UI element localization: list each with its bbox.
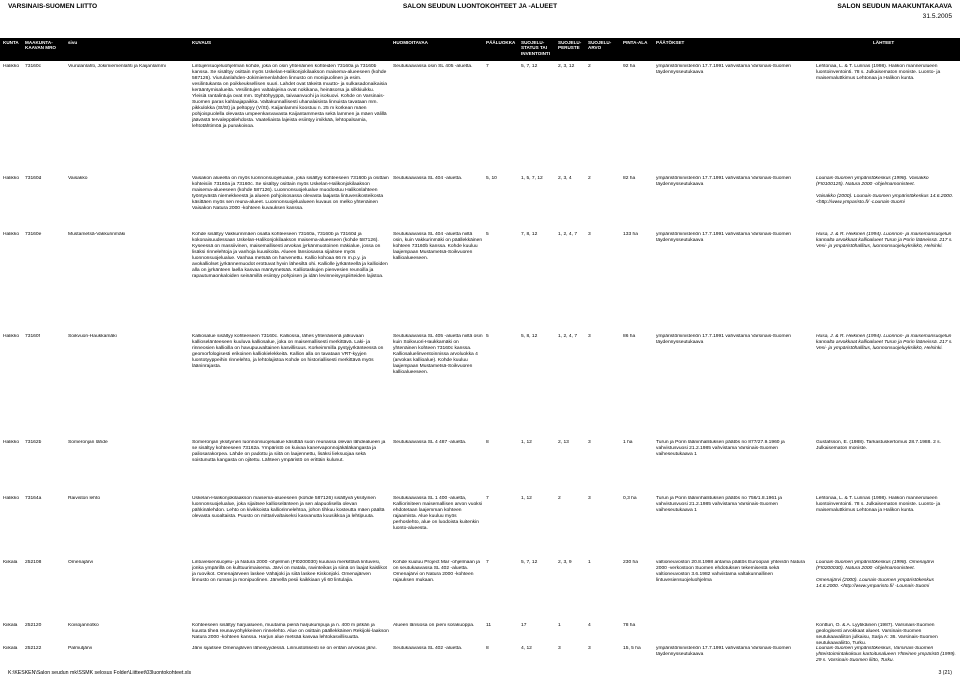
cell-pinta-ala: 230 ha: [623, 560, 638, 565]
cell-paaluokka: 8: [486, 440, 489, 445]
cell-mro: 73164a: [25, 496, 42, 501]
cell-pinta-ala: 15, 5 ha: [623, 646, 641, 651]
cell-lahteet: Husa, J. & R. Heikinen (1994). Luonnon- ja maisemansuojelun kannalta arvokkaat kallioalueet Turun ja Porin lääneissä. 217 s. Vesi- ja ympäristöhallitus, luonnonsuojeluyksikkö, Helsinki.: [816, 334, 953, 352]
cell-peruste: 2, 3, 12: [558, 64, 575, 69]
cell-lahteet: Lounais-Suomen ympäristökeskus, Varsinais-Suomen yhteistoimintakokous kartoitusalueen Yhteinen ympäristö (1999). 29 s. Varsinais-Suomen liitto, Turku.: [816, 646, 956, 664]
document-org: VARSINAIS-SUOMEN LIITTO: [8, 3, 98, 10]
cell-paaluokka: 7: [486, 560, 489, 565]
cell-mro: 252108: [25, 560, 42, 565]
cell-lahteet: Lehtonaa, L. & T. Lunnas (1998). Halikon mannerulueen luontoinventointi. 78 s. Julkaisematon moniste. Luonto- ja maisemaluttkimus Lehtonaa ja Halikon kunta.: [816, 64, 941, 82]
cell-nimi: Someronjan lähde: [68, 440, 108, 445]
col-kuvaus: KUVAUS: [192, 40, 212, 45]
cell-nimi: Viurulanlahti, Jokimiemenlahti ja Kaijanlammi: [68, 64, 166, 69]
col-suojelu-peruste: SUOJELU- PERUSTE: [558, 40, 582, 51]
cell-status: 17: [521, 623, 527, 628]
col-maakunta: MAAKUNTA- KAAVAN MRO: [25, 40, 56, 51]
cell-kunta: Kiikala: [3, 623, 18, 628]
cell-lahteet: Gustafsson, E. (1988). Tarkastuskertomus 28.7.1988. 2 s. Julkaisematon moniste.: [816, 440, 941, 452]
col-lahteet: LÄHTEET: [873, 40, 895, 45]
table-header: [0, 38, 960, 61]
cell-kunta: Halikko: [3, 440, 20, 445]
cell-huomio: Kohde kuuluu Project Mar -ohjelmaan ja on seutukaavassa SL 402 -aluetta. Omenajärvi on Natura 2000 -kohteen rajauksen mukaan.: [393, 560, 480, 584]
cell-arvo: 2: [588, 176, 591, 181]
cell-huomio: Alueen länsiosa on pieni sorakuoppa.: [393, 623, 475, 628]
cell-lahteet: Husa, J. & R. Heikinen (1994). Luonnon- ja maisemansuojelun kannalta arvokkaat kallioalueet Turun ja Porin lääneissä. 217 s. Vesi- ja ympäristöhallitus, luonnonsuojeluyksikkö, Helsinki.: [816, 232, 953, 250]
table-row: [0, 440, 960, 490]
cell-nimi: Soikvuori-Haukkamäki: [68, 334, 117, 339]
cell-kuvaus: Lintuvesiensuojelu- ja Natura 2000 -ohjelmiin (FI0200030) kuuluva merkittävä lintuvesi, jonka ympärillä on kulttuurimaisema. Järvi on matala, ravinteikas ja siinä on laajat kaislikot ja ruovikot. Omenajärveen laskee Vähäjoki ja siitä laskee Kiskonjoki. Omenajärven linnusto on runsas ja monipuolinen. Järvellä pesii kaikkiaan yli 60 lintulajia.: [192, 560, 387, 584]
cell-peruste: 1, 2, 4, 7: [558, 232, 578, 237]
cell-paaluokka: 7: [486, 64, 489, 69]
cell-status: 5, 8, 12: [521, 334, 538, 339]
table-row: [0, 646, 960, 664]
cell-arvo: 2: [588, 64, 591, 69]
cell-peruste: 1, 2, 4, 7: [558, 334, 578, 339]
cell-kuvaus: Lintujensuojeluohjelman kohde, joka on osin yhtenäinen kohteiden 73160a ja 73160b kanssa. Se sisältyy osittain myös Uskelan-Halikonjokilaakson maisema-alueeseen (kohde 587126). Viurulanlahden-Jokimiemenlahden linnusto on monipuolinen ja esim. vesilintukanta on poikkeuksellisen suuri. Lahdet ovat täkeitä muutto- ja sulkasadonaikaisia kerääntymisalueita. Vesilintujen valtalajeina ovat nokikana, heinäsorsa ja silkkiuikku. Yleisiä rantalintuja ovat mm. töyhtöhyyppä, taivaanvuohi ja isokuovi. Kohde on Varsinais-Suomen paras kahlaajapaikka. Valtakunnallisesti uhanalaisista linnuista tavataan mm. pikkulokka (St/St) ja peltopyy (V/St). Kaijanlammi koostuu n. 25 m korkean mäen pohjoispuolella olevasta umpeenkasvavasta Kaijantammesta sekä lammen ja mäen välillä jäävästä tervaleppälehdosta. Vaateliaista lajeista esiintyy imikkää, lehtopalsamia, lehtotähtimöä ja punakoisoa.: [192, 64, 387, 130]
cell-arvo: 4: [588, 623, 591, 628]
cell-paaluokka: 8: [486, 646, 489, 651]
cell-mro: 73162b: [25, 440, 42, 445]
cell-kuvaus: Kohteeseen sisältyy harjualueen, muutama pienä harjukumpuja ja n. 400 m pitkän ja kuusta tiheä reunavyöhykkeinen rinnelehto. Alue on osittain päällekkäinen Rekijoki-laakson Natura 2000 -kohteen kanssa. Harjun alue metsää kasvaa lehtokasvillisuutta.: [192, 623, 389, 641]
cell-status: 1, 12: [521, 496, 532, 501]
col-huomio: HUOMIOITAVAA: [393, 40, 428, 45]
document-title: SALON SEUDUN LUONTOKOHTEET JA -ALUEET: [402, 3, 558, 10]
cell-arvo: 3: [588, 232, 591, 237]
cell-lahteet: Lounais-Suomen ympäristökeskus (1998). Omenajärvi (FI0200030). Natura 2000 -ohjelmamonisteet. Omenajärvi (2000). Lounais-Suomen ympäristökeskus 14.6.2000. <http://www.ymparisto.fi/ -Lounais-Suomi: [816, 560, 934, 590]
table-row: [0, 334, 960, 429]
cell-huomio: Seutukaavassa SL 4 487 -aluetta.: [393, 440, 467, 445]
cell-pinta-ala: 92 ha: [623, 64, 636, 69]
cell-paatokset: ympäristöministeriön 17.7.1991 vahvistama Varsinais-Suomen täydennysseutukaava: [656, 646, 792, 658]
cell-peruste: 3: [558, 646, 561, 651]
cell-arvo: 1: [588, 560, 591, 565]
cell-pinta-ala: 133 ha: [623, 232, 638, 237]
cell-mro: 73160e: [25, 232, 42, 237]
table-row: [0, 64, 960, 160]
cell-kuvaus: Uskelan-Halikonjokilaakson maisema-alueeseen (kohde 587126) sisältyvä yksityinen luonnonsuojelualue, joka sijaitsee kallioselänteen ja sen alapuolisella olevan pähkinälehdon. Lehto on kivikkoista kalliorinnelehtoa, johon tihkuu kosteutta mäen päältä olevasta suoaltaista. Puusto on mittarivaltaiseksi kasvanutta kuusikkoa ja lehtipuuta.: [192, 496, 385, 520]
cell-mro: 73160f: [25, 334, 40, 339]
cell-huomio: Seutukaavassa SL 402 -aluetta.: [393, 646, 463, 651]
cell-arvo: 3: [588, 334, 591, 339]
col-paatokset: PÄÄTÖKSET: [656, 40, 685, 45]
cell-kunta: Halikko: [3, 232, 20, 237]
cell-nimi: Vaisakko: [68, 176, 88, 181]
cell-kunta: Halikko: [3, 496, 20, 501]
cell-kunta: Halikko: [3, 176, 20, 181]
cell-peruste: 1: [558, 623, 561, 628]
cell-huomio: Seutukaavassa SL 404 -aluetta.: [393, 176, 463, 181]
cell-status: 7, 8, 12: [521, 232, 538, 237]
cell-paaluokka: 5: [486, 334, 489, 339]
cell-pinta-ala: 0,3 ha: [623, 496, 637, 501]
cell-paaluokka: 11: [486, 623, 492, 628]
col-sivu: sivu: [68, 40, 78, 45]
cell-status: 5, 7, 12: [521, 64, 538, 69]
col-paaluokka: PÄÄLUOKKA: [486, 40, 516, 45]
cell-peruste: 2, 13: [558, 440, 569, 445]
table-row: [0, 623, 960, 645]
col-pinta-ala: PINTA-ALA: [623, 40, 648, 45]
cell-nimi: Raiviston lehto: [68, 496, 101, 501]
cell-pinta-ala: 82 ha: [623, 176, 636, 181]
cell-kuvaus: Kohde sisältyy Vakkurinmäen osalta kohteeseen 73160a, 73160b ja 73160d ja kokonaisuudessaan Uskelan-Halikonjokilaakson maisema-alueeseen (kohde 587126). Kyseessä on massiivinen, maisemallisesti arvokas jyrkänmuotoinen mäkialue, jossa on lisäksi rinnelehtoja ja vanhoja kuusikoita. Alueen länsiosassa sijaitsee myös luonnonsuojelualue. Vanhaa metsää on harvenettu. Kallio kohoaa 66 m m.p.y. ja avokalliolset jyrkännemuodot erottuvat hyvin lähesiltä ohi. Kalliolle jyrkänteellä ja kallioiden alla on jyrkänteen laella kasvaa mäntymetsää. Kalliotaskujen pienvesien reunoilla ja rapautumaonkaloiden seinämillä esiintyy pohjoisen ja idän levinneisyyspiirteiden lajistoa.: [192, 232, 388, 280]
cell-status: 5, 7, 12: [521, 560, 538, 565]
cell-paatokset: ympäristöministeriön 17.7.1991 vahvistama Varsinais-Suomen täydennysseutukaava: [656, 232, 792, 244]
cell-kunta: Halikko: [3, 64, 20, 69]
cell-arvo: 3: [588, 496, 591, 501]
cell-peruste: 2, 3, 9: [558, 560, 572, 565]
cell-lahteet: Lehtonaa, L. & T. Lunnas (1998). Halikon mannerulueen luontoinventointi. 78 s. Julkaisematon moniste. Luonto- ja maisemaluttkimus Lehtonaa ja Halikon kunta.: [816, 496, 941, 514]
cell-kuvaus: Järvi sijaitsee Omenajärven läheisyydessä. Linnustollisesti se on eritäin arvokas järvi.: [192, 646, 377, 651]
cell-peruste: 2: [558, 496, 561, 501]
cell-paatokset: ympäristöministeriön 17.7.1991 vahvistama Varsinais-Suomen täydennysseutukaava: [656, 334, 792, 346]
cell-huomio: Seutukaavassa osin SL 405 -aluetta.: [393, 64, 473, 69]
cell-paaluokka: 7: [486, 496, 489, 501]
cell-mro: 252120: [25, 623, 42, 628]
cell-pinta-ala: 78 ha: [623, 623, 636, 628]
cell-paatokset: Turun ja Porin lääninhallituksen päätös no 877/27.9.1960 ja vahvistusvuosi 21.2.1985 vahvistama Varsinais-Suomen vaiheseutukaava 1: [656, 440, 785, 458]
cell-pinta-ala: 1 ha: [623, 440, 633, 445]
table-row: [0, 560, 960, 622]
cell-paatokset: ympäristöministeriön 17.7.1991 vahvistama Varsinais-Suomen täydennysseutukaava: [656, 64, 792, 76]
cell-status: 4, 12: [521, 646, 532, 651]
cell-mro: 73160c: [25, 64, 42, 69]
table-row: [0, 176, 960, 226]
table-row: [0, 496, 960, 558]
cell-kunta: Halikko: [3, 334, 20, 339]
cell-paaluokka: 5, 10: [486, 176, 497, 181]
cell-arvo: 3: [588, 646, 591, 651]
page-number: 3 (21): [938, 670, 952, 676]
cell-kuvaus: Someronjan yksityinen luonnonsuojelualue käsittää suon reunassa olevan lähdealueen ja se sisältyy kohteeseen 73162a. Ympäristö on kuivaa kanervaponnojäkäläkangasta ja paliosarakorpea. Lähde on padottu ja siitä on laajennettu, lisäksi lieksuojaa sekä soistunutta kangasta on ojitettu. Lähteen ympäristö on erittäin kulunut.: [192, 440, 386, 464]
cell-huomio: Seutukaavassa SL 1 400 -aluetta, Kallioriniteen maisemallisen arvon vuoksi ehdotetaan laajemman kohteen rajaamista. Alue kuuluu myös perhoslehto, alue on luodoista kuitenkin luonto-alueesta.: [393, 496, 483, 532]
cell-kuvaus: Vaisakon alueella on myös luonnonsuojelualue, joka sisältyy kohteeseen 73160b ja osittain kohteisiin 73160a ja 73160c. Se sisältyy osittain myös Uskelan-Halikonjokilaakson maisema-alueeseen (kohde 587126). Luonnonsuojelualue muodostuu Halikonlahteen työntyvästä niemekkeestä ja alueen pohjoisosassa olevasta laajasta lintuvesikosteikosta käsittäen myös sen reuna-alueet. Luonnonsuojelualueen kuvaus on melko yhtenäinen Vaisakon Natura 2000 -kohteen kuvauksen kanssa.: [192, 176, 389, 212]
cell-huomio: Seutukaavassa SL 404 -aluetta niiltä osin, kuin Vakkurinmäki on päällekkäinen kohteen 73160b kanssa. Kohde kuuluu laajempaan Mustametsä-Soikvuoren kallioalueeseen.: [393, 232, 483, 262]
cell-paatokset: valtioneuvoston 20.8.1998 antama päätös Euroopan yhteisön Natura 2000 -verkostoon Suomen ehdotuksen tekemisestä sekä valtioneuvoston 3.6.1982 vahvistama valtakunnallinen lintuvesiensuojeluohjelma: [656, 560, 805, 584]
col-suojelu-arvo: SUOJELU- ARVO: [588, 40, 612, 51]
col-suojelu-status: SUOJELU- STATUS TAI INVENTOINTI: [521, 40, 551, 56]
cell-peruste: 2, 3, 4: [558, 176, 572, 181]
document-date: 31.5.2005: [922, 13, 952, 20]
cell-nimi: Omenajärvi: [68, 560, 94, 565]
cell-paaluokka: 5: [486, 232, 489, 237]
cell-status: 1, 12: [521, 440, 532, 445]
cell-pinta-ala: 86 ha: [623, 334, 636, 339]
cell-lahteet: Kontturi, O. & A. Lyytikäinen (1987). Varsinais-Suomen geologisesti arvokkaat alueet. Varsinais-Suomen seutukaavaliiton julkaisu, Sarja A: 36. Varsinais-Suomen seutukaavaliitto, Turku.: [816, 623, 938, 645]
col-kunta: KUNTA: [3, 40, 19, 45]
cell-lahteet: Lounais-Suomen ympäristökeskus (1998). Vaisakko (FI0100125). Natura 2000 -ohjelmamonisteet. Vaisakko (2000). Lounais-Suomen ympäristökeskus 14.6.2000. <http://www.ymparisto.fi/ -Lounais-Suomi: [816, 176, 954, 206]
table-row: [0, 232, 960, 312]
cell-kuvaus: Kalliosalue sisältyy kohteeseen 73160c. Kalliossa, lähes yhtenäisenä jatkuvaan kallioselänteeseen kuuluva kalliosalue, joka on maisemallisesti merkittävä. Laki- ja rinneosien kallioilla on havupuuvaltainen kasvillisuus. Korkeimmilla pystyjyrkänteessä on geomorfologisesti erikoinen kalliokielekkeitä. Kallion alla on tavataan VRT-kyyjen luontotyyppeihin rinnelehto, ja lehtolajistoa Kohde on historiallisesti merkittävä myös lääninrajasta.: [192, 334, 384, 370]
cell-kunta: Kiikala: [3, 560, 18, 565]
cell-mro: 73160d: [25, 176, 42, 181]
cell-paatokset: Turun ja Porin lääninhallituksen päätös no 756/1.8.1961 ja vahvistusvuosi 21.2.1985 vahvistama Varsinais-Suomen vaiheseutukaava 1: [656, 496, 782, 514]
cell-arvo: 3: [588, 440, 591, 445]
document-plan: SALON SEUDUN MAAKUNTAKAAVA: [837, 3, 952, 10]
cell-huomio: Seutukaavassa SL 405 -aluetta niiltä osin kuin Soikvuori-Haukkamäki on yhtenäinen kohteen 73160c kanssa. Kalliosaluelinventoinnissa arvoluokka 4 (arvokas kallioalue). Kohde kuuluu laajempaan Mustametsä-Soikvuoren kallioalueeseen.: [393, 334, 483, 376]
cell-paatokset: ympäristöministeriön 17.7.1991 vahvistama Varsinais-Suomen täydennysseutukaava: [656, 176, 792, 188]
cell-kunta: Kiikala: [3, 646, 18, 651]
cell-nimi: Palmutjärvi: [68, 646, 93, 651]
cell-status: 1, 5, 7, 12: [521, 176, 543, 181]
cell-mro: 252122: [25, 646, 42, 651]
file-path: K:\KESKEN\Salon seudun mk\SSMK selosus Folder\Liitteet\03luontokohteet.xls: [8, 670, 192, 676]
cell-nimi: Koisojannotko: [68, 623, 99, 628]
cell-nimi: Mustametsä-Vakkurinmäki: [68, 232, 126, 237]
